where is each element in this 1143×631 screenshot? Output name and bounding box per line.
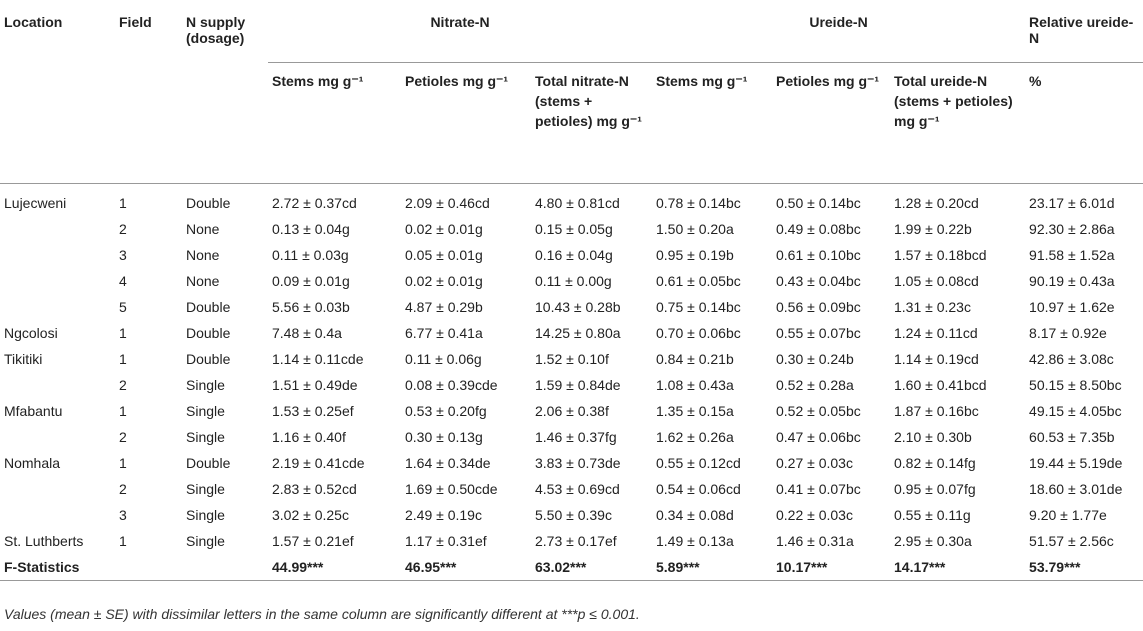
table-cell: 1 [119, 403, 127, 419]
header-percent: % [1025, 63, 1143, 184]
table-cell: 0.53 ± 0.20fg [405, 403, 487, 419]
table-cell: Double [186, 299, 231, 315]
table-row [0, 346, 1143, 372]
header-blank [0, 63, 115, 184]
table-cell: 2.10 ± 0.30b [894, 429, 972, 445]
table-cell [0, 424, 115, 450]
table-cell: 0.61 ± 0.05bc [656, 273, 741, 289]
table-row [0, 294, 1143, 320]
f-statistic-cell [182, 554, 268, 581]
table-cell: 1.51 ± 0.49de [272, 377, 358, 393]
table-cell: 1.60 ± 0.41bcd [894, 377, 987, 393]
header-stems-nitrate: Stems mg g⁻¹ [268, 63, 401, 184]
table-cell: 1.50 ± 0.20a [656, 221, 734, 237]
table-cell: St. Luthberts [4, 533, 84, 549]
table-cell [0, 476, 115, 502]
table-cell: 0.52 ± 0.05bc [776, 403, 861, 419]
table-cell: 0.54 ± 0.06cd [656, 481, 741, 497]
table-cell: 1 [119, 195, 127, 211]
table-cell: 2.09 ± 0.46cd [405, 195, 490, 211]
table-cell: 1.57 ± 0.21ef [272, 533, 354, 549]
table-cell: Double [186, 325, 231, 341]
table-row [0, 502, 1143, 528]
table-cell: Lujecweni [4, 195, 67, 211]
table-cell: 1.17 ± 0.31ef [405, 533, 487, 549]
table-cell: 8.17 ± 0.92e [1029, 325, 1107, 341]
table-cell: 9.20 ± 1.77e [1029, 507, 1107, 523]
header-nitrate-group: Nitrate-N [430, 14, 490, 30]
table-row [0, 424, 1143, 450]
table-cell: Single [186, 377, 225, 393]
table-row [0, 372, 1143, 398]
table-cell [0, 242, 115, 268]
table-cell: 1.16 ± 0.40f [272, 429, 346, 445]
f-statistic-cell: 44.99*** [268, 554, 401, 581]
table-cell: 1.87 ± 0.16bc [894, 403, 979, 419]
table-cell: 0.30 ± 0.24b [776, 351, 854, 367]
table-cell: 0.82 ± 0.14fg [894, 455, 976, 471]
table-cell: 0.95 ± 0.19b [656, 247, 734, 263]
table-cell: 1.57 ± 0.18bcd [894, 247, 987, 263]
table-cell: 1.49 ± 0.13a [656, 533, 734, 549]
table-cell: 5.50 ± 0.39c [535, 507, 612, 523]
table-cell: 2 [119, 221, 127, 237]
table-footnote: Values (mean ± SE) with dissimilar letters in the same column are significantly different at ***p ≤ 0.001. [4, 606, 640, 622]
table-cell: 0.16 ± 0.04g [535, 247, 613, 263]
table-cell: 2.49 ± 0.19c [405, 507, 482, 523]
table-row [0, 320, 1143, 346]
table-cell: 0.43 ± 0.04bc [776, 273, 861, 289]
data-table [0, 6, 1143, 581]
table-cell: 1.69 ± 0.50cde [405, 481, 498, 497]
table-cell: 2.83 ± 0.52cd [272, 481, 357, 497]
table-cell: 1 [119, 351, 127, 367]
table-cell: 0.70 ± 0.06bc [656, 325, 741, 341]
table-cell: 2.19 ± 0.41cde [272, 455, 365, 471]
table-cell: 0.34 ± 0.08d [656, 507, 734, 523]
table-cell: 4.87 ± 0.29b [405, 299, 483, 315]
f-statistic-cell: 63.02*** [531, 554, 652, 581]
table-cell: 23.17 ± 6.01d [1029, 195, 1115, 211]
table-cell: None [186, 221, 220, 237]
table-cell: Single [186, 429, 225, 445]
table-cell: 0.15 ± 0.05g [535, 221, 613, 237]
header-relative: Relative ureide-N [1029, 14, 1134, 46]
f-statistic-cell: 53.79*** [1025, 554, 1143, 581]
table-cell: Single [186, 533, 225, 549]
table-cell: 0.02 ± 0.01g [405, 273, 483, 289]
table-cell: Single [186, 403, 225, 419]
table-cell: 1.05 ± 0.08cd [894, 273, 979, 289]
header-total-ureide: Total ureide-N (stems + petioles) mg g⁻¹ [890, 63, 1025, 184]
table-row [0, 184, 1143, 217]
header-petioles-ureide: Petioles mg g⁻¹ [772, 63, 890, 184]
table-row [0, 216, 1143, 242]
f-statistic-cell: 14.17*** [890, 554, 1025, 581]
table-row [0, 268, 1143, 294]
table-cell: 1.52 ± 0.10f [535, 351, 609, 367]
table-cell: 0.50 ± 0.14bc [776, 195, 861, 211]
table-cell: 0.47 ± 0.06bc [776, 429, 861, 445]
table-cell: 6.77 ± 0.41a [405, 325, 483, 341]
table-cell: 0.78 ± 0.14bc [656, 195, 741, 211]
table-cell: 90.19 ± 0.43a [1029, 273, 1115, 289]
table-cell: 0.56 ± 0.09bc [776, 299, 861, 315]
table-cell: 0.11 ± 0.00g [535, 273, 612, 289]
header-blank [182, 63, 268, 184]
table-cell: 50.15 ± 8.50bc [1029, 377, 1122, 393]
table-cell: 0.55 ± 0.12cd [656, 455, 741, 471]
f-statistic-cell: 5.89*** [652, 554, 772, 581]
f-statistics-row [0, 554, 1143, 581]
table-cell: 0.41 ± 0.07bc [776, 481, 861, 497]
table-cell: 1.64 ± 0.34de [405, 455, 491, 471]
table-cell: 91.58 ± 1.52a [1029, 247, 1115, 263]
table-cell: 0.61 ± 0.10bc [776, 247, 861, 263]
table-cell [0, 268, 115, 294]
table-cell: 3.02 ± 0.25c [272, 507, 349, 523]
table-row [0, 476, 1143, 502]
table-row [0, 398, 1143, 424]
table-cell: 3 [119, 507, 127, 523]
table-cell: 1.24 ± 0.11cd [894, 325, 978, 341]
table-cell: 18.60 ± 3.01de [1029, 481, 1123, 497]
table-cell: 4.53 ± 0.69cd [535, 481, 620, 497]
table-cell: 0.02 ± 0.01g [405, 221, 483, 237]
table-cell: 0.08 ± 0.39cde [405, 377, 498, 393]
table-cell: 5 [119, 299, 127, 315]
table-cell: 1.59 ± 0.84de [535, 377, 621, 393]
table-cell: 1.46 ± 0.31a [776, 533, 854, 549]
header-total-nitrate: Total nitrate-N (stems + petioles) mg g⁻¹ [531, 63, 652, 184]
table-cell: 1.14 ± 0.11cde [272, 351, 364, 367]
table-row [0, 242, 1143, 268]
table-cell: 5.56 ± 0.03b [272, 299, 350, 315]
table-cell: 0.52 ± 0.28a [776, 377, 854, 393]
table-cell: 42.86 ± 3.08c [1029, 351, 1114, 367]
header-n-supply: N supply (dosage) [186, 14, 246, 46]
table-cell: 0.55 ± 0.11g [894, 507, 971, 523]
table-cell [0, 294, 115, 320]
table-cell: 1.14 ± 0.19cd [894, 351, 979, 367]
table-cell: 60.53 ± 7.35b [1029, 429, 1115, 445]
table-cell: 0.49 ± 0.08bc [776, 221, 861, 237]
table-cell: 1 [119, 533, 127, 549]
table-cell: 1.53 ± 0.25ef [272, 403, 354, 419]
table-cell: 2 [119, 481, 127, 497]
table-cell: 2.73 ± 0.17ef [535, 533, 617, 549]
f-statistic-cell [115, 554, 182, 581]
table-cell: 1.31 ± 0.23c [894, 299, 971, 315]
table-cell: 4.80 ± 0.81cd [535, 195, 620, 211]
table-cell: Mfabantu [4, 403, 63, 419]
table-cell: 49.15 ± 4.05bc [1029, 403, 1122, 419]
table-cell: Tikitiki [4, 351, 43, 367]
table-cell: None [186, 247, 220, 263]
table-cell: 2 [119, 429, 127, 445]
table-cell: Single [186, 507, 225, 523]
table-cell: 14.25 ± 0.80a [535, 325, 621, 341]
table-cell: 0.22 ± 0.03c [776, 507, 853, 523]
table-row [0, 528, 1143, 554]
table-cell: Double [186, 351, 231, 367]
table-cell: 2 [119, 377, 127, 393]
table-cell: Double [186, 195, 231, 211]
table-cell: Nomhala [4, 455, 61, 471]
table-cell: 1.35 ± 0.15a [656, 403, 734, 419]
table-cell: 1.99 ± 0.22b [894, 221, 972, 237]
header-blank [115, 63, 182, 184]
table-cell: None [186, 273, 220, 289]
table-cell: 19.44 ± 5.19de [1029, 455, 1123, 471]
table-cell: 0.05 ± 0.01g [405, 247, 483, 263]
table-cell: 1 [119, 325, 127, 341]
header-ureide-group: Ureide-N [809, 14, 868, 30]
table-cell: 0.11 ± 0.06g [405, 351, 482, 367]
table-cell: 7.48 ± 0.4a [272, 325, 342, 341]
header-field: Field [119, 14, 152, 30]
table-cell: 0.75 ± 0.14bc [656, 299, 741, 315]
table-cell: Single [186, 481, 225, 497]
table-cell [0, 372, 115, 398]
f-statistic-cell: 46.95*** [401, 554, 531, 581]
table-body [0, 184, 1143, 581]
table-cell: 0.13 ± 0.04g [272, 221, 350, 237]
table-cell: 2.06 ± 0.38f [535, 403, 609, 419]
table-cell: 3 [119, 247, 127, 263]
table-cell: 10.43 ± 0.28b [535, 299, 621, 315]
table-cell: 2.95 ± 0.30a [894, 533, 972, 549]
table-cell: 10.97 ± 1.62e [1029, 299, 1115, 315]
table-cell: 51.57 ± 2.56c [1029, 533, 1114, 549]
table-cell: 0.30 ± 0.13g [405, 429, 483, 445]
table-cell [0, 502, 115, 528]
table-cell: 1.28 ± 0.20cd [894, 195, 979, 211]
header-petioles-nitrate: Petioles mg g⁻¹ [401, 63, 531, 184]
table-cell: 0.95 ± 0.07fg [894, 481, 976, 497]
table-cell: 1.08 ± 0.43a [656, 377, 734, 393]
table-cell: 3.83 ± 0.73de [535, 455, 621, 471]
f-statistic-cell: 10.17*** [772, 554, 890, 581]
f-statistic-cell: F-Statistics [0, 554, 115, 581]
table-cell: 92.30 ± 2.86a [1029, 221, 1115, 237]
header-location: Location [4, 14, 63, 30]
table-cell: 1.62 ± 0.26a [656, 429, 734, 445]
table-cell: Double [186, 455, 231, 471]
table-cell: 1.46 ± 0.37fg [535, 429, 617, 445]
table-row [0, 450, 1143, 476]
table-cell: 2.72 ± 0.37cd [272, 195, 357, 211]
table-cell: 1 [119, 455, 127, 471]
table-cell: 0.11 ± 0.03g [272, 247, 349, 263]
table-cell: Ngcolosi [4, 325, 58, 341]
table-cell: 0.55 ± 0.07bc [776, 325, 861, 341]
table-cell [0, 216, 115, 242]
table-cell: 0.84 ± 0.21b [656, 351, 734, 367]
table-cell: 0.27 ± 0.03c [776, 455, 853, 471]
header-stems-ureide: Stems mg g⁻¹ [652, 63, 772, 184]
table-cell: 4 [119, 273, 127, 289]
table-cell: 0.09 ± 0.01g [272, 273, 350, 289]
